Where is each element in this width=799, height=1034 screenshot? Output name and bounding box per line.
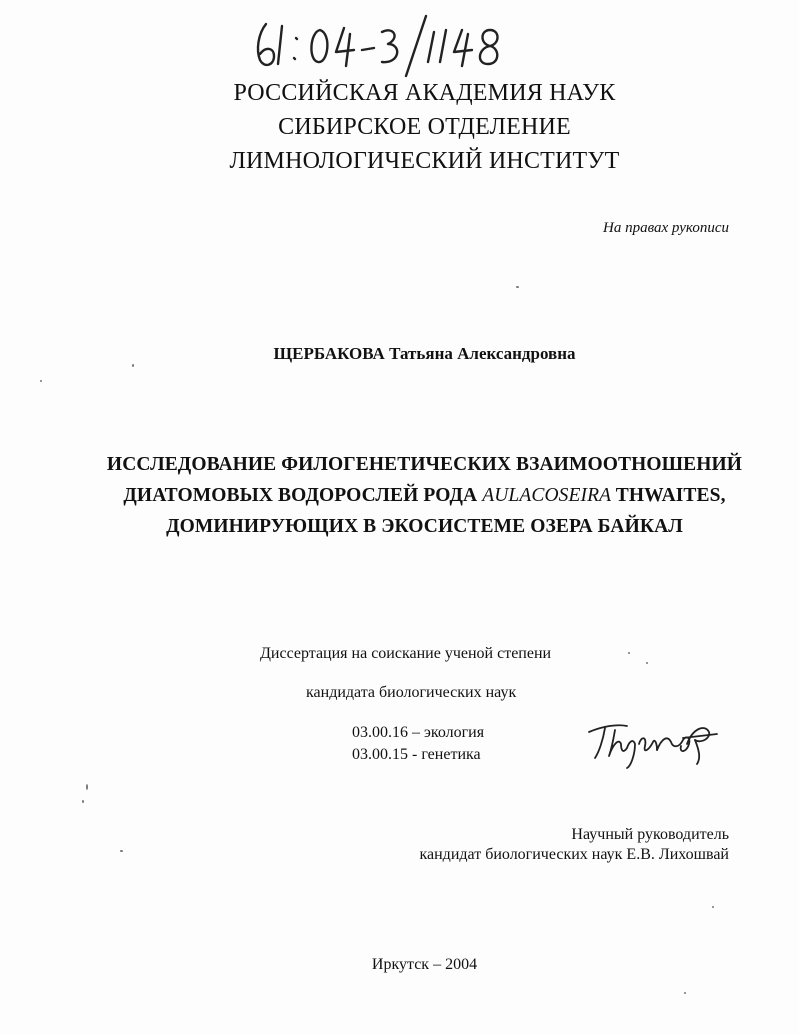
title-genus-name: AULACOSEIRA	[482, 485, 612, 506]
scan-speck	[82, 800, 84, 803]
scan-speck	[132, 364, 134, 367]
org-line-branch: СИБИРСКОЕ ОТДЕЛЕНИЕ	[278, 114, 571, 140]
scan-speck	[628, 652, 630, 654]
handwritten-archive-number	[248, 10, 508, 82]
specialty-ecology: 03.00.16 – экология	[352, 724, 485, 741]
supervisor-name: кандидат биологических наук Е.В. Лихошвай	[419, 846, 729, 863]
author-signature	[583, 714, 723, 770]
thesis-title-line-3: ДОМИНИРУЮЩИХ В ЭКОСИСТЕМЕ ОЗЕРА БАЙКАЛ	[166, 516, 683, 537]
city-and-year: Иркутск – 2004	[371, 956, 478, 973]
degree-statement: кандидата биологических наук	[306, 684, 517, 701]
org-line-academy: РОССИЙСКАЯ АКАДЕМИЯ НАУК	[233, 80, 616, 106]
specialty-genetics: 03.00.15 - генетика	[352, 746, 481, 763]
scan-speck	[516, 286, 519, 288]
scan-speck	[40, 380, 42, 382]
supervisor-label: Научный руководитель	[571, 826, 729, 843]
title-line-2-suffix: THWAITES,	[615, 485, 726, 506]
scan-speck	[86, 784, 88, 790]
title-line-2-prefix: ДИАТОМОВЫХ ВОДОРОСЛЕЙ РОДА	[123, 485, 478, 506]
scan-speck	[712, 906, 714, 908]
thesis-title-line-1: ИССЛЕДОВАНИЕ ФИЛОГЕНЕТИЧЕСКИХ ВЗАИМООТНОШЕНИЙ	[106, 454, 743, 475]
manuscript-rights-note: На правах рукописи	[603, 220, 729, 236]
author-name	[25, 344, 799, 364]
thesis-title-line-2	[25, 485, 799, 507]
author-given-names: Татьяна Александровна	[389, 344, 576, 363]
scan-speck	[120, 850, 123, 852]
scan-speck	[646, 662, 648, 664]
author-surname: ЩЕРБАКОВА	[273, 344, 385, 363]
org-line-institute: ЛИМНОЛОГИЧЕСКИЙ ИНСТИТУТ	[229, 148, 620, 174]
scan-speck	[684, 992, 686, 994]
dissertation-statement: Диссертация на соискание ученой степени	[260, 645, 552, 662]
